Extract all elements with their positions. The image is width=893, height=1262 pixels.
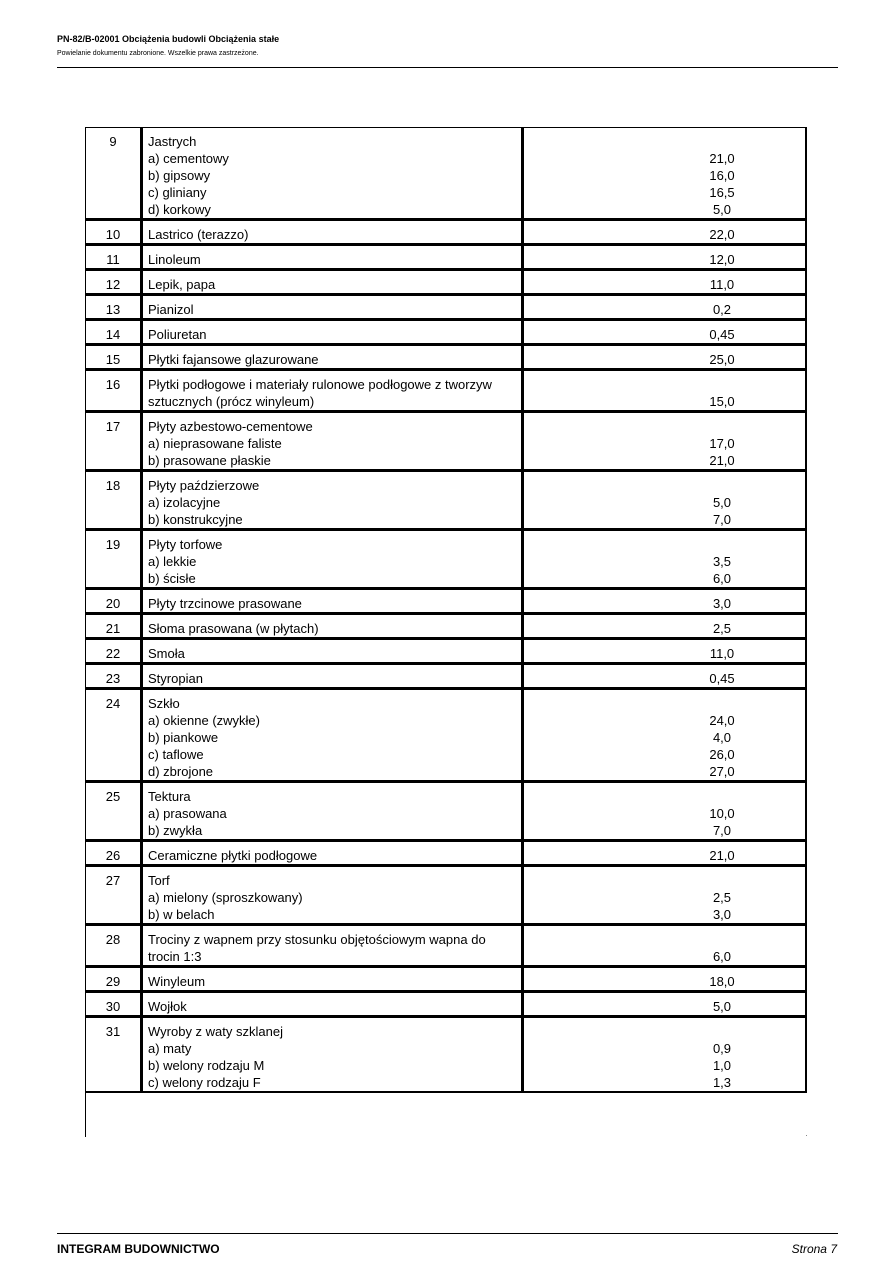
document-title: PN-82/B-02001 Obciążenia budowli Obciążenia stałe [57, 34, 280, 44]
weight-value-cell [523, 127, 807, 220]
weight-value: 7,0 [712, 512, 732, 527]
weight-value: 17,0 [709, 436, 735, 451]
material-line: Linoleum [148, 252, 201, 267]
weight-value-cell [523, 782, 807, 841]
weight-value-cell [523, 412, 807, 471]
material-line: Lepik, papa [148, 277, 216, 292]
material-line: Płyty trzcinowe prasowane [148, 596, 302, 611]
weight-value: 12,0 [709, 252, 735, 267]
material-line: trocin 1:3 [148, 949, 202, 964]
row-number-cell: 19 [85, 530, 142, 589]
weight-value-cell [523, 925, 807, 967]
row-number-cell: 13 [85, 295, 142, 320]
weight-value-cell [523, 664, 807, 689]
material-cell [142, 295, 523, 320]
material-line: c) welony rodzaju F [148, 1075, 261, 1090]
material-line: c) taflowe [148, 747, 204, 762]
weight-value: 18,0 [709, 974, 735, 989]
table-row [85, 866, 807, 925]
row-number-cell: 27 [85, 866, 142, 925]
material-cell [142, 127, 523, 220]
weight-value: 27,0 [709, 764, 735, 779]
material-cell [142, 370, 523, 412]
material-line: a) maty [148, 1041, 192, 1056]
material-line: b) prasowane płaskie [148, 453, 271, 468]
table-row [85, 530, 807, 589]
weight-value: 2,5 [712, 890, 732, 905]
table-row [85, 992, 807, 1017]
weight-value: 4,0 [712, 730, 732, 745]
material-line: Poliuretan [148, 327, 207, 342]
row-number-cell: 21 [85, 614, 142, 639]
material-line: Szkło [148, 696, 180, 711]
material-line: Płyty paździerzowe [148, 478, 260, 493]
weight-value-cell [523, 589, 807, 614]
table-row [85, 639, 807, 664]
material-line: b) konstrukcyjne [148, 512, 243, 527]
material-line: Trociny z wapnem przy stosunku objętościowym wapna do [148, 932, 486, 947]
weight-value [639, 872, 805, 889]
weight-value [639, 695, 805, 712]
materials-table [85, 127, 807, 1093]
material-cell [142, 925, 523, 967]
material-line: a) cementowy [148, 151, 229, 166]
table-row [85, 782, 807, 841]
weight-value: 15,0 [709, 394, 735, 409]
material-line: Torf [148, 873, 170, 888]
weight-value: 21,0 [709, 151, 735, 166]
material-line: Styropian [148, 671, 203, 686]
weight-value: 7,0 [712, 823, 732, 838]
material-cell [142, 992, 523, 1017]
weight-value: 5,0 [712, 202, 732, 217]
table-row [85, 245, 807, 270]
table-row [85, 295, 807, 320]
weight-value: 26,0 [709, 747, 735, 762]
row-number-cell: 28 [85, 925, 142, 967]
table-row [85, 471, 807, 530]
copyright-notice: Powielanie dokumentu zabronione. Wszelkie prawa zastrzeżone. [57, 50, 259, 57]
weight-value [639, 1023, 805, 1040]
weight-value: 5,0 [712, 495, 732, 510]
weight-value-cell [523, 841, 807, 866]
page-number: Strona 7 [791, 1242, 837, 1256]
weight-value: 10,0 [709, 806, 735, 821]
row-number-cell: 23 [85, 664, 142, 689]
material-cell [142, 530, 523, 589]
material-cell [142, 689, 523, 782]
row-number-cell: 25 [85, 782, 142, 841]
table-row [85, 967, 807, 992]
table-row [85, 370, 807, 412]
material-line: b) welony rodzaju M [148, 1058, 265, 1073]
weight-value: 0,9 [712, 1041, 732, 1056]
weight-value [639, 376, 805, 393]
header-divider [57, 67, 838, 68]
material-cell [142, 1017, 523, 1093]
material-cell [142, 866, 523, 925]
weight-value-cell [523, 295, 807, 320]
weight-value-cell [523, 639, 807, 664]
material-line: Słoma prasowana (w płytach) [148, 621, 319, 636]
material-line: d) zbrojone [148, 764, 214, 779]
row-number-cell: 15 [85, 345, 142, 370]
row-number-cell: 30 [85, 992, 142, 1017]
material-cell [142, 614, 523, 639]
weight-value: 3,0 [712, 596, 732, 611]
weight-value: 1,3 [712, 1075, 732, 1090]
weight-value-cell [523, 245, 807, 270]
material-line: b) zwykła [148, 823, 203, 838]
weight-value: 11,0 [709, 277, 735, 292]
material-line: a) okienne (zwykłe) [148, 713, 260, 728]
weight-value: 21,0 [709, 453, 735, 468]
material-line: Tektura [148, 789, 191, 804]
footer-divider [57, 1233, 838, 1234]
table-continuation-line [85, 1082, 86, 1137]
material-line: b) piankowe [148, 730, 219, 745]
material-cell [142, 967, 523, 992]
material-line: a) izolacyjne [148, 495, 221, 510]
weight-value-cell [523, 220, 807, 245]
material-line: Ceramiczne płytki podłogowe [148, 848, 318, 863]
table-row [85, 925, 807, 967]
material-line: Lastrico (terazzo) [148, 227, 249, 242]
table-row [85, 127, 807, 220]
weight-value-cell [523, 689, 807, 782]
weight-value: 3,0 [712, 907, 732, 922]
row-number-cell: 31 [85, 1017, 142, 1093]
footer-publisher: INTEGRAM BUDOWNICTWO [57, 1242, 220, 1256]
row-number-cell: 20 [85, 589, 142, 614]
table-row [85, 270, 807, 295]
weight-value [639, 477, 805, 494]
weight-value: 5,0 [712, 999, 732, 1014]
weight-value: 24,0 [709, 713, 735, 728]
weight-value-cell [523, 967, 807, 992]
weight-value [639, 133, 805, 150]
table-row [85, 1017, 807, 1093]
material-line: Płytki podłogowe i materiały rulonowe podłogowe z tworzyw [148, 377, 492, 392]
weight-value: 22,0 [709, 227, 735, 242]
material-cell [142, 412, 523, 471]
material-line: d) korkowy [148, 202, 211, 217]
weight-value [639, 788, 805, 805]
weight-value: 3,5 [712, 554, 732, 569]
row-number-cell: 12 [85, 270, 142, 295]
weight-value: 0,45 [709, 327, 735, 342]
row-number-cell: 9 [85, 127, 142, 220]
row-number-cell: 22 [85, 639, 142, 664]
weight-value: 0,2 [712, 302, 732, 317]
weight-value: 0,45 [709, 671, 735, 686]
row-number-cell: 29 [85, 967, 142, 992]
row-number-cell: 24 [85, 689, 142, 782]
material-cell [142, 841, 523, 866]
material-line: Płyty torfowe [148, 537, 223, 552]
table-row [85, 841, 807, 866]
material-cell [142, 471, 523, 530]
row-number-cell: 14 [85, 320, 142, 345]
row-number-cell: 18 [85, 471, 142, 530]
material-cell [142, 320, 523, 345]
material-line: a) nieprasowane faliste [148, 436, 282, 451]
material-cell [142, 345, 523, 370]
material-line: b) ścisłe [148, 571, 196, 586]
row-number-cell: 11 [85, 245, 142, 270]
table-row [85, 664, 807, 689]
material-line: b) w belach [148, 907, 215, 922]
weight-value: 16,0 [709, 168, 735, 183]
row-number-cell: 17 [85, 412, 142, 471]
weight-value [639, 931, 805, 948]
page-mark [806, 1135, 807, 1136]
material-line: Płyty azbestowo-cementowe [148, 419, 313, 434]
material-line: a) mielony (sproszkowany) [148, 890, 303, 905]
row-number-cell: 16 [85, 370, 142, 412]
weight-value-cell [523, 530, 807, 589]
material-cell [142, 245, 523, 270]
weight-value-cell [523, 614, 807, 639]
weight-value-cell [523, 866, 807, 925]
weight-value-cell [523, 270, 807, 295]
table-row [85, 689, 807, 782]
material-line: Wojłok [148, 999, 187, 1014]
material-line: a) lekkie [148, 554, 197, 569]
material-cell [142, 782, 523, 841]
weight-value: 1,0 [712, 1058, 732, 1073]
material-line: Jastrych [148, 134, 197, 149]
weight-value: 16,5 [709, 185, 735, 200]
material-line: Wyroby z waty szklanej [148, 1024, 283, 1039]
weight-value-cell [523, 992, 807, 1017]
weight-value-cell [523, 320, 807, 345]
material-line: a) prasowana [148, 806, 227, 821]
weight-value-cell [523, 370, 807, 412]
material-cell [142, 270, 523, 295]
weight-value [639, 418, 805, 435]
material-cell [142, 589, 523, 614]
material-line: b) gipsowy [148, 168, 211, 183]
material-line: Płytki fajansowe glazurowane [148, 352, 319, 367]
weight-value-cell [523, 1017, 807, 1093]
weight-value: 25,0 [709, 352, 735, 367]
weight-value-cell [523, 471, 807, 530]
table-row [85, 345, 807, 370]
row-number-cell: 26 [85, 841, 142, 866]
table-row [85, 320, 807, 345]
table-row [85, 220, 807, 245]
table-row [85, 589, 807, 614]
material-line: Smoła [148, 646, 185, 661]
material-line: c) gliniany [148, 185, 207, 200]
material-line: sztucznych (prócz winyleum) [148, 394, 315, 409]
material-line: Winyleum [148, 974, 206, 989]
material-cell [142, 639, 523, 664]
weight-value: 11,0 [709, 646, 735, 661]
weight-value: 21,0 [709, 848, 735, 863]
table-row [85, 412, 807, 471]
weight-value: 6,0 [712, 571, 732, 586]
material-cell [142, 220, 523, 245]
weight-value: 6,0 [712, 949, 732, 964]
weight-value: 2,5 [712, 621, 732, 636]
table-row [85, 614, 807, 639]
material-cell [142, 664, 523, 689]
material-line: Pianizol [148, 302, 194, 317]
weight-value [639, 536, 805, 553]
row-number-cell: 10 [85, 220, 142, 245]
weight-value-cell [523, 345, 807, 370]
